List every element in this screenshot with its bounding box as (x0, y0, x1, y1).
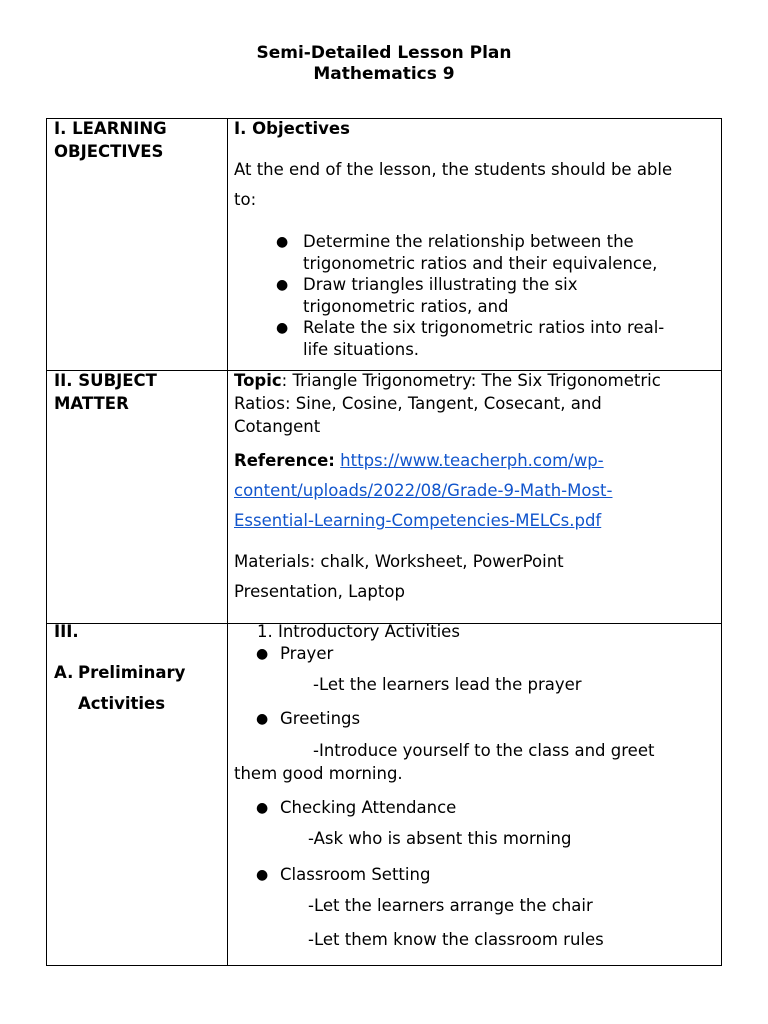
reference-label: Reference: (234, 451, 335, 470)
section1-label-line2: OBJECTIVES (54, 142, 164, 161)
greetings-detail-line1: -Introduce yourself to the class and greet (313, 741, 655, 760)
greetings-item: Greetings (280, 709, 361, 728)
objectives-intro-line2: to: (234, 190, 257, 209)
section3-label-line1: III. (54, 622, 79, 641)
bullet-icon: ● (276, 320, 289, 336)
greetings-detail-line2: them good morning. (234, 764, 403, 783)
reference-link-part3[interactable]: Essential-Learning-Competencies-MELCs.pdf (234, 511, 602, 530)
prayer-item: Prayer (280, 644, 334, 663)
objective-2-line1: Draw triangles illustrating the six (303, 275, 578, 294)
document-subtitle: Mathematics 9 (313, 64, 455, 84)
bullet-icon: ● (256, 867, 269, 883)
attendance-detail: -Ask who is absent this morning (308, 829, 572, 848)
reference-link-part2[interactable]: content/uploads/2022/08/Grade-9-Math-Most- (234, 481, 613, 500)
objective-2-line2: trigonometric ratios, and (303, 297, 509, 316)
column-divider (227, 119, 228, 965)
topic-line2: Ratios: Sine, Cosine, Tangent, Cosecant, and (234, 394, 602, 413)
attendance-item: Checking Attendance (280, 798, 457, 817)
reference-link-part1[interactable]: https://www.teacherph.com/wp- (340, 451, 604, 470)
objective-1-line2: trigonometric ratios and their equivalence, (303, 254, 658, 273)
section3-label-letter: A. (54, 663, 74, 682)
prayer-detail: -Let the learners lead the prayer (313, 675, 582, 694)
materials-line2: Presentation, Laptop (234, 582, 405, 601)
document-title: Semi-Detailed Lesson Plan (256, 43, 512, 63)
topic-line3: Cotangent (234, 417, 321, 436)
bullet-icon: ● (256, 646, 269, 662)
objective-1-line1: Determine the relationship between the (303, 232, 634, 251)
reference-line3 (234, 510, 601, 532)
section2-label-line1: II. SUBJECT (54, 371, 157, 390)
bullet-icon: ● (276, 277, 289, 293)
lesson-plan-table (46, 118, 722, 966)
objective-3-line1: Relate the six trigonometric ratios into real- (303, 318, 665, 337)
classroom-detail-2: -Let them know the classroom rules (308, 930, 604, 949)
objectives-intro-line1: At the end of the lesson, the students should be able (234, 160, 673, 179)
bullet-icon: ● (276, 234, 289, 250)
introductory-activities-heading: 1. Introductory Activities (257, 622, 460, 641)
section2-label-line2: MATTER (54, 394, 129, 413)
reference-line1 (234, 450, 604, 472)
classroom-detail-1: -Let the learners arrange the chair (308, 896, 593, 915)
topic-label: Topic (234, 371, 282, 390)
objective-3-line2: life situations. (303, 340, 420, 359)
bullet-icon: ● (256, 711, 269, 727)
bullet-icon: ● (256, 800, 269, 816)
topic-text: : Triangle Trigonometry: The Six Trigonometric (281, 371, 661, 390)
classroom-setting-item: Classroom Setting (280, 865, 431, 884)
reference-line2 (234, 480, 612, 502)
materials-line1: Materials: chalk, Worksheet, PowerPoint (234, 552, 564, 571)
topic-line1 (234, 370, 661, 392)
section3-label-line3: Activities (78, 694, 166, 713)
section3-label-line2: Preliminary (78, 663, 186, 682)
section1-label-line1: I. LEARNING (54, 119, 167, 138)
objectives-heading: I. Objectives (234, 119, 350, 138)
